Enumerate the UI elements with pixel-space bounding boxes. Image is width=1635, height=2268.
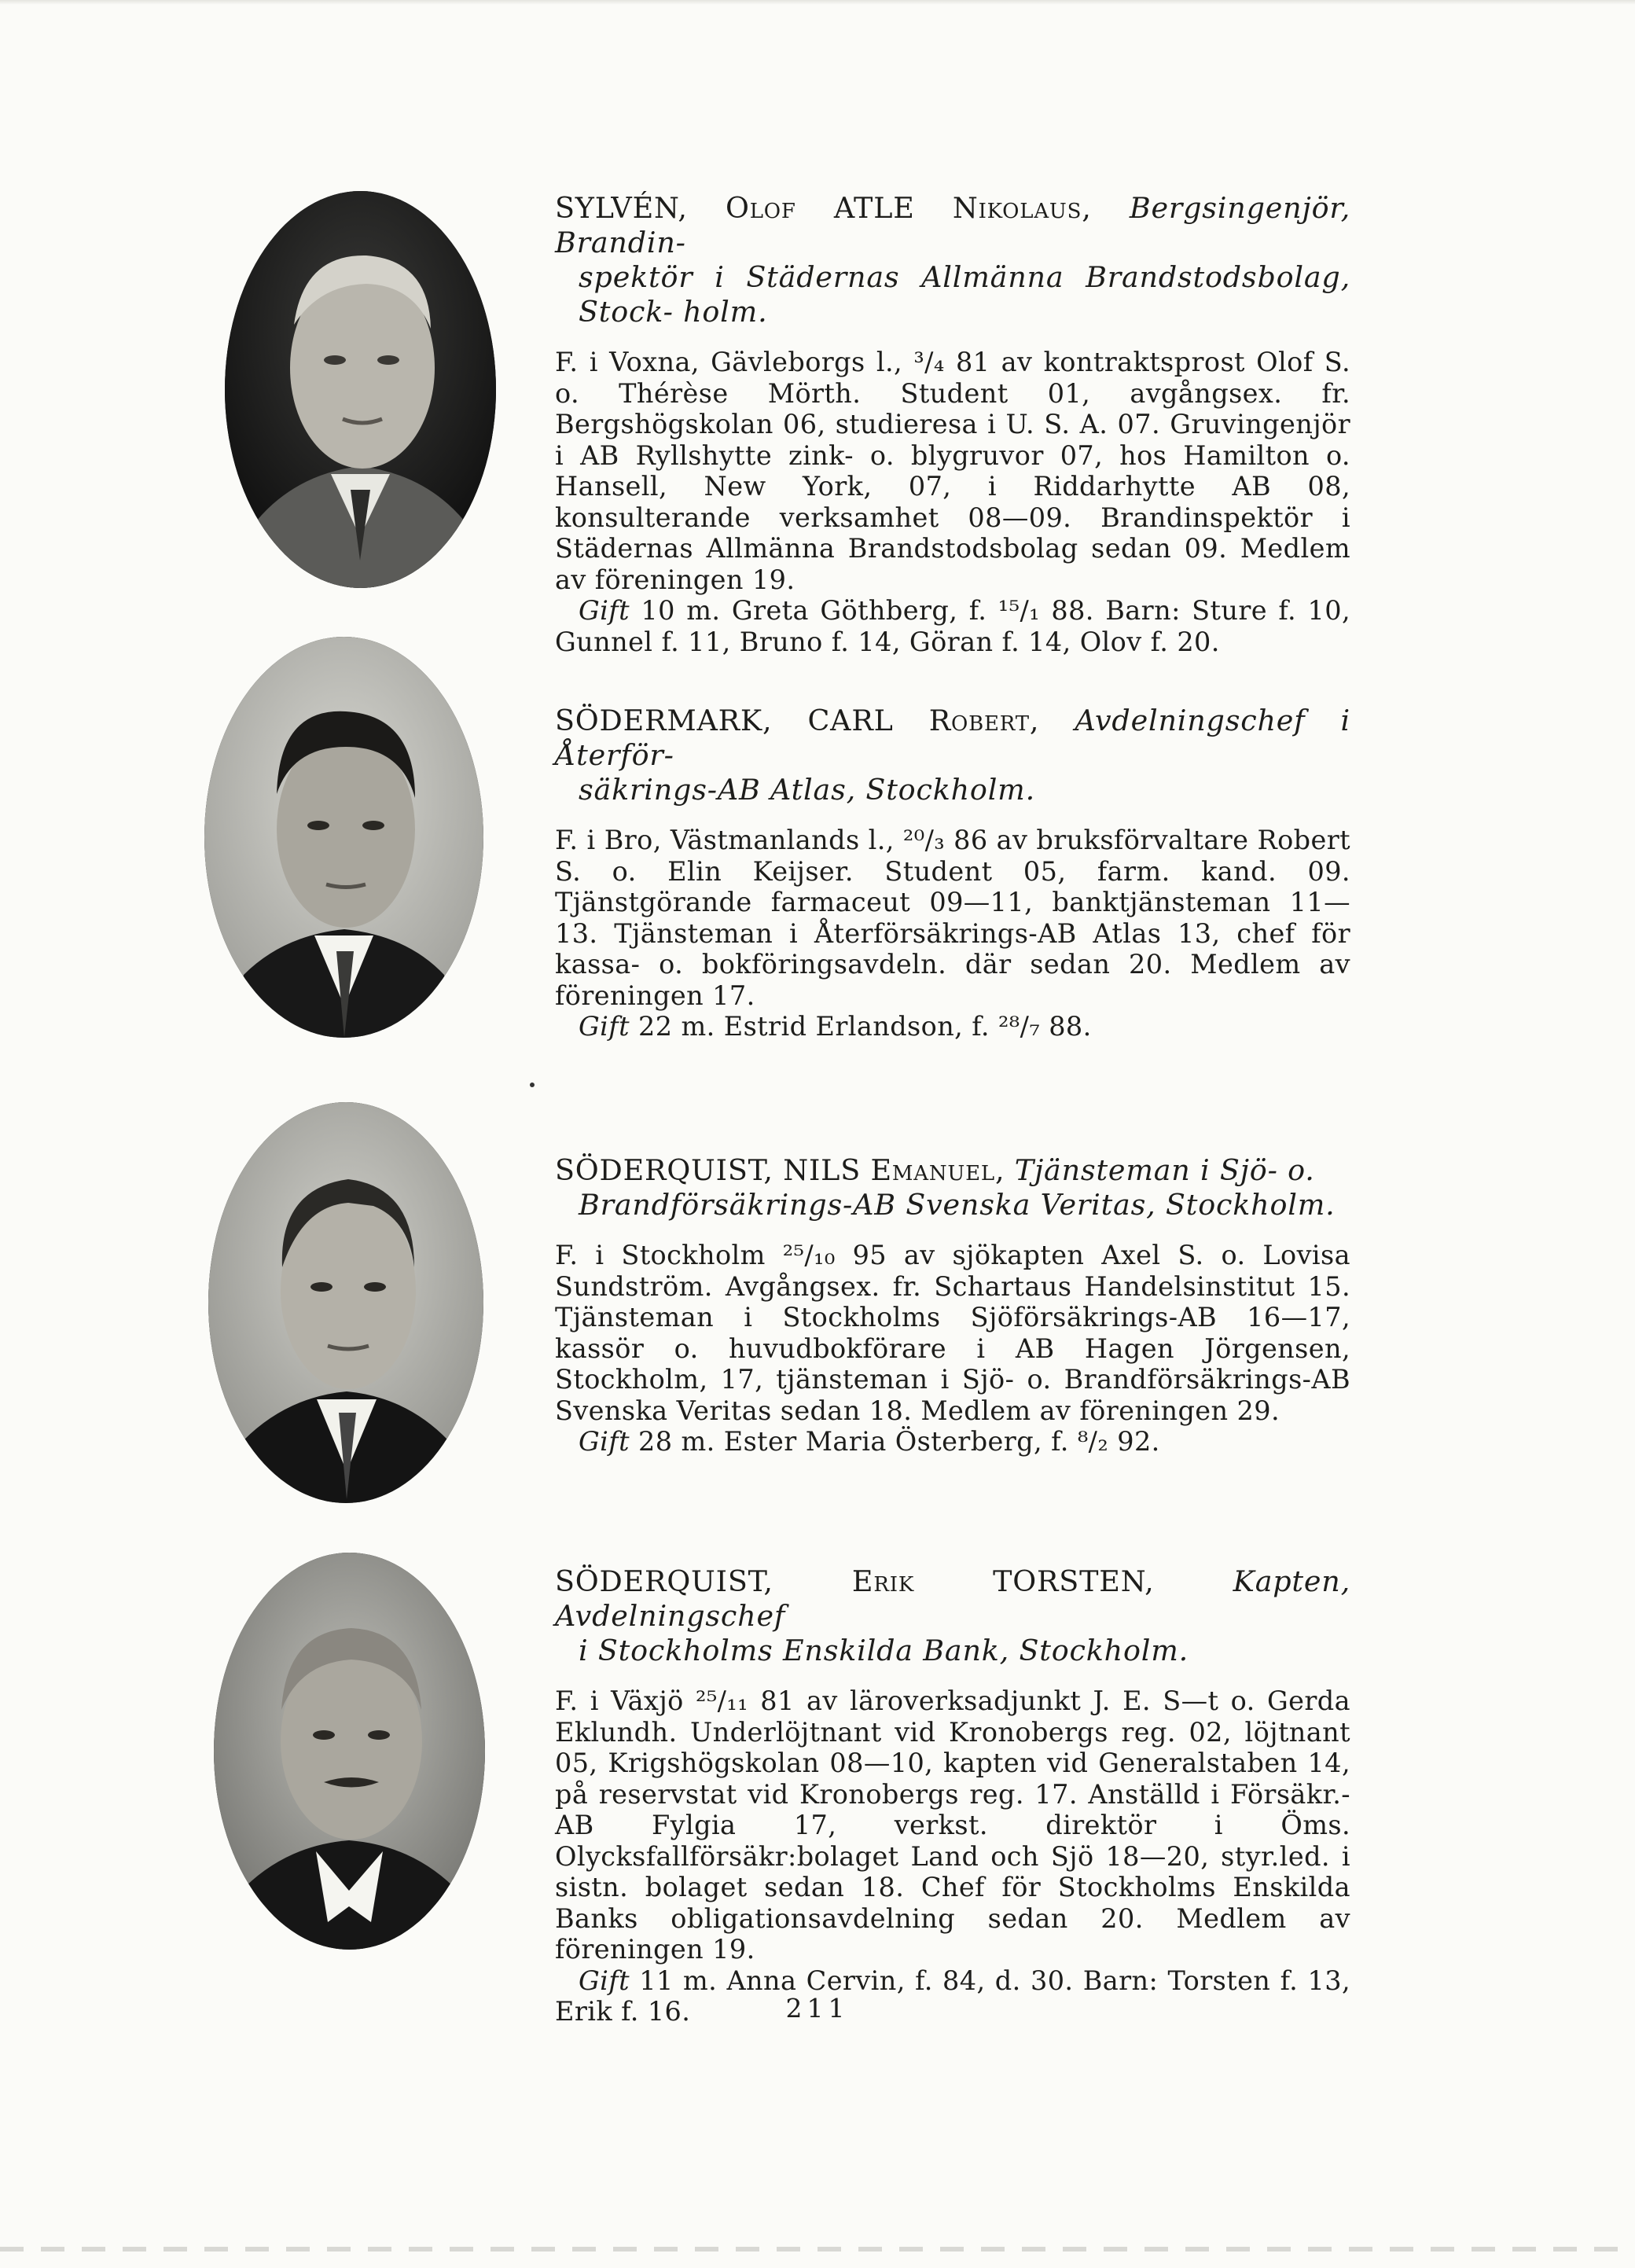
entry-called-name: TORSTEN, bbox=[993, 1564, 1155, 1598]
portrait-photo bbox=[214, 1553, 485, 1950]
entry-title: Tjänsteman i Sjö- o. bbox=[1014, 1153, 1315, 1187]
marriage-details: 28 m. Ester Maria Österberg, f. ⁸/₂ 92. bbox=[638, 1426, 1160, 1457]
print-speck bbox=[530, 1083, 535, 1087]
entry-biography: F. i Bro, Västmanlands l., ²⁰/₃ 86 av bruksförvaltare Robert S. o. Elin Keijser. Student 05, farm. kand. 09. Tjänstgörande farmaceut 09—11, banktjänsteman 11—13. Tjänsteman i Återförsäkrings-AB Atlas 13, chef för kassa- o. bokföringsavdeln. där sedan 20. Medlem av föreningen 17. bbox=[555, 825, 1350, 1011]
portrait-soderquist-erik-image bbox=[214, 1553, 485, 1950]
entry-biography: F. i Stockholm ²⁵/₁₀ 95 av sjökapten Axel S. o. Lovisa Sundström. Avgångsex. fr. Schartaus Handelsinstitut 15. Tjänsteman i Stockholms Sjöförsäkrings-AB 16—17, kassör o. huvudbokförare i AB Hagen Jörgensen, Stockholm, 17, tjänsteman i Sjö- o. Brandförsäkrings-AB Svenska Veritas sedan 18. Medlem av föreningen 29. bbox=[555, 1240, 1350, 1426]
entry-title-rest: Brandförsäkrings-AB Svenska Veritas, Stockholm. bbox=[579, 1188, 1336, 1222]
portrait-sodermark-image bbox=[204, 637, 483, 1038]
entry-heading bbox=[555, 191, 1350, 329]
portrait-photo bbox=[225, 191, 496, 588]
entry-called-name: NILS bbox=[783, 1153, 862, 1187]
portrait-sylven-image bbox=[225, 191, 496, 588]
gift-label: Gift bbox=[579, 1965, 630, 1996]
entry-soderquist-nils bbox=[555, 1153, 1350, 1457]
entry-given-name-2: Nikolaus, bbox=[952, 191, 1092, 225]
entry-heading bbox=[555, 704, 1350, 807]
page-number: 211 bbox=[785, 1993, 850, 2024]
entry-given-name: Erik bbox=[851, 1564, 915, 1598]
entry-sylven bbox=[555, 191, 1350, 657]
entry-title-rest: i Stockholms Enskilda Bank, Stockholm. bbox=[579, 1634, 1189, 1667]
entry-title-rest: spektör i Städernas Allmänna Brandstodsbolag, Stock- holm. bbox=[579, 260, 1350, 329]
entry-title-rest: säkrings-AB Atlas, Stockholm. bbox=[579, 773, 1035, 807]
entry-soderquist-erik bbox=[555, 1564, 1350, 2027]
portrait-photo bbox=[208, 1102, 483, 1503]
marriage-details: 22 m. Estrid Erlandson, f. ²⁸/₇ 88. bbox=[638, 1011, 1092, 1042]
marriage-details: 11 m. Anna Cervin, f. 84, d. 30. Barn: Torsten f. 13, Erik f. 16. bbox=[555, 1965, 1350, 2027]
entry-marriage bbox=[555, 1011, 1350, 1042]
entry-surname: SYLVÉN, bbox=[555, 191, 688, 225]
portrait-photo bbox=[204, 637, 483, 1038]
entry-given-name-2: Robert, bbox=[928, 704, 1040, 737]
marriage-details: 10 m. Greta Göthberg, f. ¹⁵/₁ 88. Barn: Sture f. 10, Gunnel f. 11, Bruno f. 14, Göran f. 14, Olov f. 20. bbox=[555, 595, 1350, 657]
entry-heading bbox=[555, 1564, 1350, 1668]
entry-biography: F. i Växjö ²⁵/₁₁ 81 av läroverksadjunkt J. E. S—t o. Gerda Eklundh. Underlöjtnant vid Kronobergs reg. 02, löjtnant 05, Krigshögskolan 08—10, kapten vid Generalstaben 14, på reservstat vid Kronobergs reg. 17. Anställd i Försäkr.-AB Fylgia 17, verkst. direktör i Öms. Olycksfallförsäkr:bolaget Land och Sjö 18—20, styr.led. i sistn. bolaget sedan 18. Chef för Stockholms Enskilda Banks obligationsavdelning sedan 20. Medlem av föreningen 19. bbox=[555, 1685, 1350, 1965]
gift-label: Gift bbox=[579, 1426, 630, 1457]
entry-marriage bbox=[555, 1426, 1350, 1457]
entry-title: Kapten, Avdelningschef bbox=[555, 1564, 1350, 1633]
entry-surname: SÖDERMARK, bbox=[555, 704, 773, 737]
page-edge-bottom bbox=[0, 2247, 1635, 2251]
entry-surname: SÖDERQUIST, bbox=[555, 1564, 773, 1598]
entry-surname: SÖDERQUIST, bbox=[555, 1153, 773, 1187]
entry-marriage bbox=[555, 595, 1350, 657]
entry-heading bbox=[555, 1153, 1350, 1222]
gift-label: Gift bbox=[579, 1011, 630, 1042]
entry-title: Bergsingenjör, Brandin- bbox=[555, 191, 1350, 259]
entry-called-name: ATLE bbox=[833, 191, 915, 225]
entry-title: Avdelningschef i Återför- bbox=[555, 704, 1351, 772]
gift-label: Gift bbox=[579, 595, 630, 626]
entry-given-name: Olof bbox=[725, 191, 796, 225]
portrait-soderquist-nils-image bbox=[208, 1102, 483, 1503]
entry-sodermark bbox=[555, 704, 1350, 1042]
page-edge bbox=[0, 0, 1635, 5]
entry-given-name-2: Emanuel, bbox=[870, 1153, 1005, 1187]
entry-called-name: CARL bbox=[807, 704, 894, 737]
entry-biography: F. i Voxna, Gävleborgs l., ³/₄ 81 av kontraktsprost Olof S. o. Thérèse Mörth. Student 01, avgångsex. fr. Bergshögskolan 06, studieresa i U. S. A. 07. Gruvingenjör i AB Ryllshytte zink- o. blygruvor 07, hos Hamilton o. Hansell, New York, 07, i Riddarhytte AB 08, konsulterande verksamhet 08—09. Brandinspektör i Städernas Allmänna Brandstodsbolag sedan 09. Medlem av föreningen 19. bbox=[555, 347, 1350, 595]
